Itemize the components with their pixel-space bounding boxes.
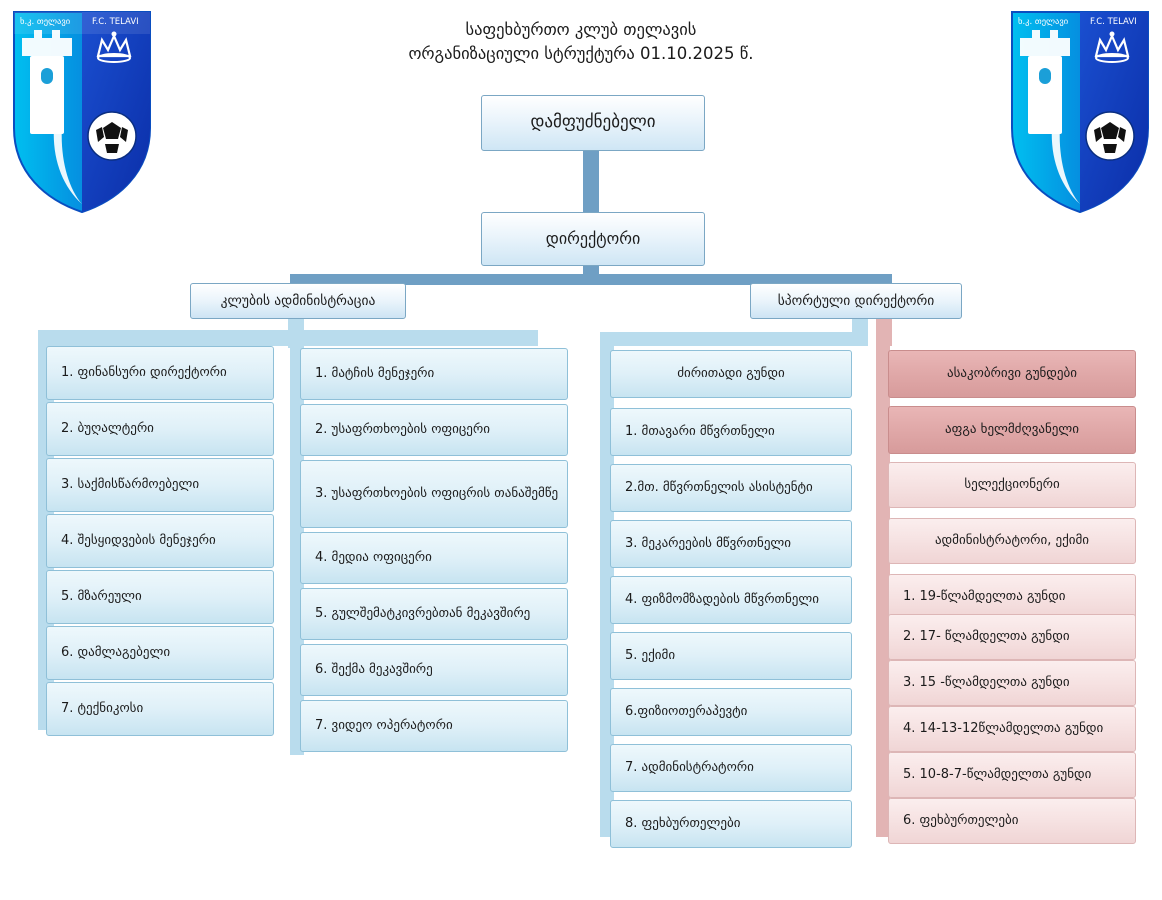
admin-item-3[interactable] (46, 458, 274, 512)
academy-item-5-label: 3. 15 -წლამდელთა გუნდი (903, 674, 1070, 690)
main-team-header[interactable] (610, 350, 852, 398)
match-item-6-label: 6. შექმა მეკავშირე (315, 661, 433, 677)
match-item-3[interactable] (300, 460, 568, 528)
admin-item-4-label: 4. შესყიდვების მენეჯერი (61, 532, 216, 548)
admin-item-4[interactable] (46, 514, 274, 568)
match-item-7-label: 7. ვიდეო ოპერატორი (315, 717, 453, 733)
main-team-item-1[interactable] (610, 408, 852, 456)
academy-item-3-label: 1. 19-წლამდელთა გუნდი (903, 588, 1066, 604)
main-team-item-4-label: 4. ფიზმომზადების მწვრთნელი (625, 591, 819, 607)
academy-item-4-label: 2. 17- წლამდელთა გუნდი (903, 628, 1070, 644)
chart-title-line2: ორგანიზაციული სტრუქტურა 01.10.2025 წ. (408, 43, 754, 63)
admin-item-1[interactable] (46, 346, 274, 400)
match-item-3-label: 3. უსაფრთხოების ოფიცრის თანაშემწე (315, 485, 559, 501)
match-item-4[interactable] (300, 532, 568, 584)
admin-item-2-label: 2. ბუღალტერი (61, 420, 154, 436)
academy-item-4[interactable] (888, 614, 1136, 660)
match-item-7[interactable] (300, 700, 568, 752)
academy-item-8-label: 6. ფეხბურთელები (903, 812, 1019, 828)
academy-item-7[interactable] (888, 752, 1136, 798)
chart-title-line1: საფეხბურთო კლუბ თელავის (465, 20, 697, 39)
node-director[interactable] (481, 212, 705, 266)
main-team-item-6-label: 6.ფიზიოთერაპევტი (625, 703, 748, 719)
main-team-item-8[interactable] (610, 800, 852, 848)
admin-item-7-label: 7. ტექნიკოსი (61, 700, 144, 716)
match-item-5[interactable] (300, 588, 568, 640)
academy-header-2[interactable] (888, 406, 1136, 454)
academy-header-1-label: ასაკობრივი გუნდები (946, 365, 1077, 381)
chart-title (331, 18, 831, 66)
match-item-1[interactable] (300, 348, 568, 400)
club-crest-left (8, 8, 156, 218)
node-club-administration[interactable] (190, 283, 406, 319)
academy-item-6[interactable] (888, 706, 1136, 752)
svg-text:F.C. TELAVI: F.C. TELAVI (1090, 17, 1137, 27)
main-team-item-3-label: 3. მეკარეების მწვრთნელი (625, 535, 791, 551)
main-team-item-7[interactable] (610, 744, 852, 792)
admin-item-2[interactable] (46, 402, 274, 456)
main-team-item-1-label: 1. მთავარი მწვრთნელი (625, 423, 775, 439)
svg-text:F.C. TELAVI: F.C. TELAVI (92, 17, 139, 27)
academy-item-6-label: 4. 14-13-12წლამდელთა გუნდი (903, 720, 1104, 736)
main-team-item-5-label: 5. ექიმი (625, 647, 676, 663)
academy-item-8[interactable] (888, 798, 1136, 844)
main-team-item-7-label: 7. ადმინისტრატორი (625, 759, 754, 775)
club-crest-left-label (156, 8, 157, 9)
admin-item-5[interactable] (46, 570, 274, 624)
node-founder[interactable] (481, 95, 705, 151)
admin-item-6-label: 6. დამლაგებელი (61, 644, 171, 660)
connector-founder-director (583, 150, 599, 212)
admin-item-6[interactable] (46, 626, 274, 680)
admin-item-7[interactable] (46, 682, 274, 736)
node-sport-director-label: სპორტული დირექტორი (777, 292, 935, 309)
svg-text:ხ.კ. თელავი: ხ.კ. თელავი (20, 17, 71, 27)
academy-item-2[interactable] (888, 518, 1136, 564)
academy-item-1-label: სელექციონერი (964, 476, 1060, 492)
main-team-item-4[interactable] (610, 576, 852, 624)
node-director-label: დირექტორი (545, 229, 641, 248)
connector-admin-bus (38, 330, 538, 346)
main-team-item-6[interactable] (610, 688, 852, 736)
match-item-1-label: 1. მატჩის მენეჯერი (315, 365, 435, 381)
match-item-4-label: 4. მედია ოფიცერი (315, 549, 432, 565)
main-team-item-5[interactable] (610, 632, 852, 680)
connector-sport-bus (600, 332, 868, 346)
main-team-header-label: ძირითადი გუნდი (677, 365, 785, 381)
node-club-administration-label: კლუბის ადმინისტრაცია (220, 292, 376, 309)
academy-item-7-label: 5. 10-8-7-წლამდელთა გუნდი (903, 766, 1092, 782)
match-item-2[interactable] (300, 404, 568, 456)
match-item-6[interactable] (300, 644, 568, 696)
match-item-5-label: 5. გულშემატკივრებთან მეკავშირე (315, 605, 531, 621)
academy-item-5[interactable] (888, 660, 1136, 706)
academy-header-1[interactable] (888, 350, 1136, 398)
node-founder-label: დამფუძნებელი (530, 112, 656, 133)
academy-item-1[interactable] (888, 462, 1136, 508)
admin-item-3-label: 3. საქმისწარმოებელი (61, 476, 200, 492)
admin-item-1-label: 1. ფინანსური დირექტორი (61, 364, 227, 380)
main-team-item-2-label: 2.მთ. მწვრთნელის ასისტენტი (625, 479, 813, 495)
academy-item-2-label: ადმინისტრატორი, ექიმი (934, 532, 1090, 548)
academy-header-2-label: აფგა ხელმძღვანელი (945, 421, 1079, 437)
club-crest-right-label (1154, 8, 1155, 9)
main-team-item-3[interactable] (610, 520, 852, 568)
svg-text:ხ.კ. თელავი: ხ.კ. თელავი (1018, 17, 1069, 27)
node-sport-director[interactable] (750, 283, 962, 319)
main-team-item-8-label: 8. ფეხბურთელები (625, 815, 741, 831)
club-crest-right (1006, 8, 1154, 218)
main-team-item-2[interactable] (610, 464, 852, 512)
match-item-2-label: 2. უსაფრთხოების ოფიცერი (315, 421, 490, 437)
admin-item-5-label: 5. მზარეული (61, 588, 142, 604)
